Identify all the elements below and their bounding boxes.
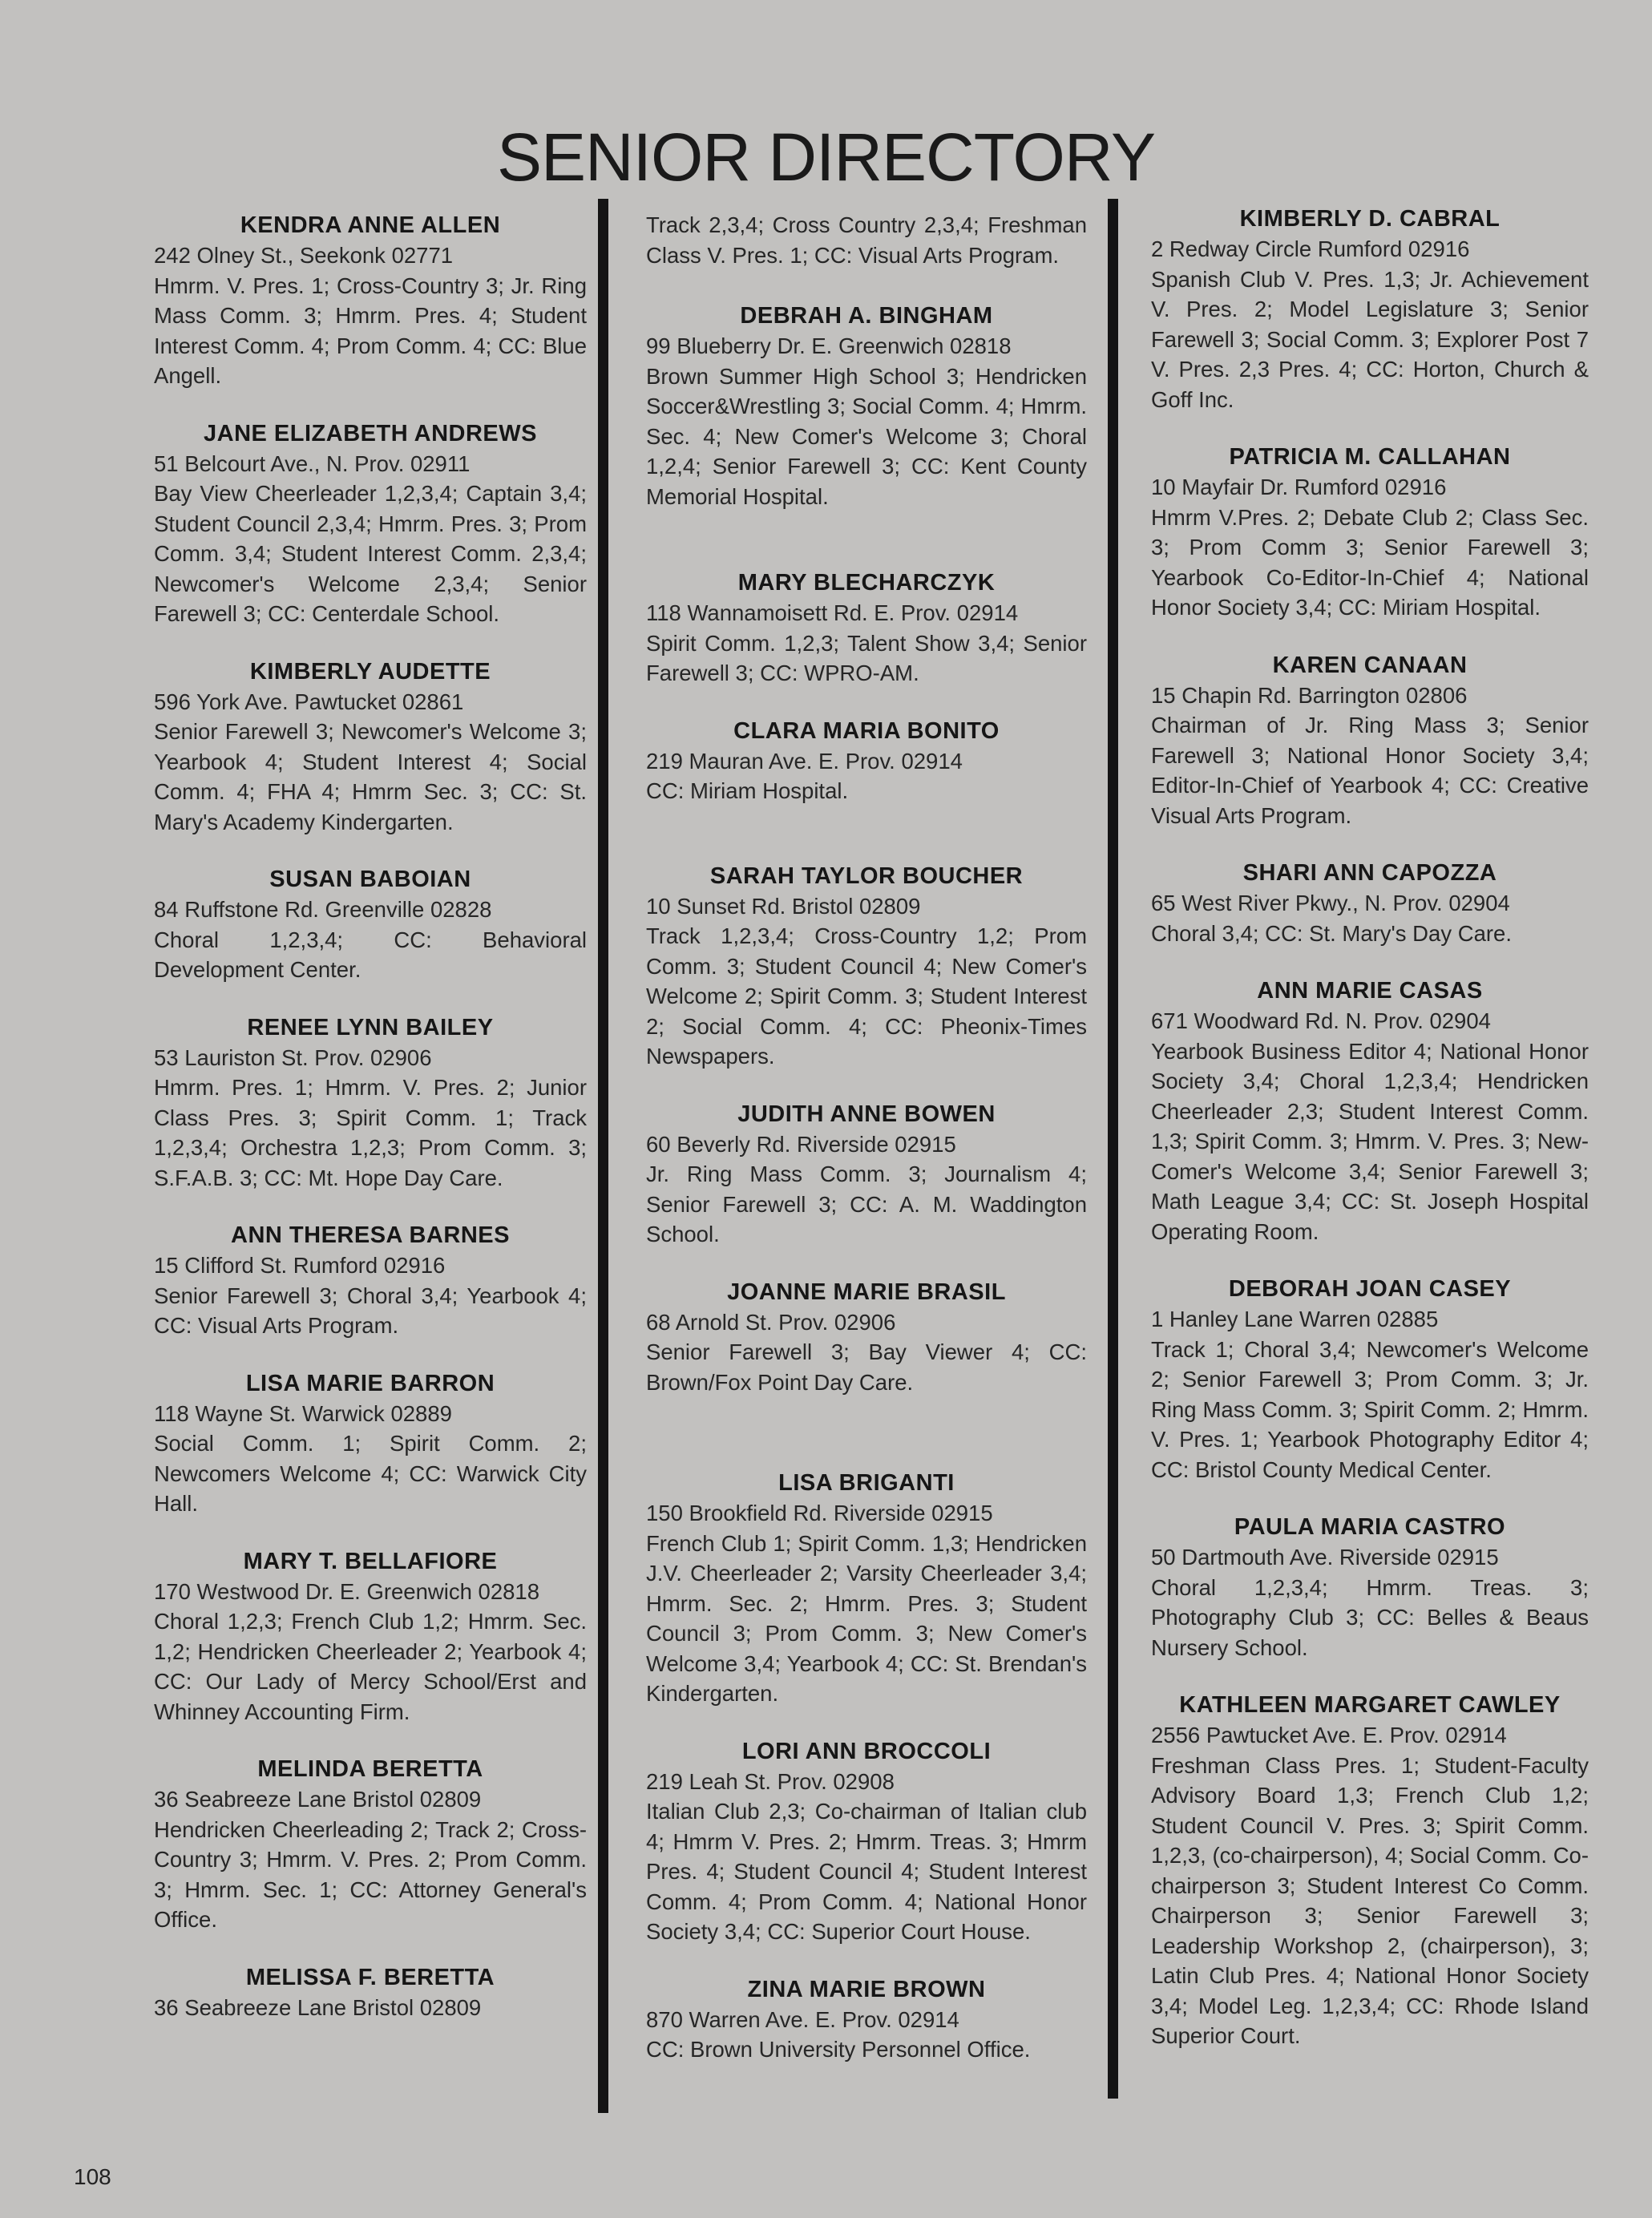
directory-entry: [154, 1754, 587, 1935]
student-address: 1 Hanley Lane Warren 02885: [1151, 1307, 1439, 1331]
directory-entry: [646, 568, 1087, 689]
student-address: 60 Beverly Rd. Riverside 02915: [646, 1131, 956, 1157]
student-activities: Senior Farewell 3; Bay Viewer 4; CC: Brown/Fox Point Day Care.: [646, 1339, 1087, 1395]
student-activities: Italian Club 2,3; Co-chairman of Italian club 4; Hmrm V. Pres. 2; Hmrm. Treas. 3; Hmrm Pres. 4; Student Council 4; Student Interest Comm. 4; Prom Comm. 4; National Honor Society 3,4; CC: Superior Court House.: [646, 1799, 1087, 1944]
student-address: 51 Belcourt Ave., N. Prov. 02911: [154, 450, 471, 476]
student-address: 65 West River Pkwy., N. Prov. 02904: [1151, 891, 1510, 915]
student-activities: Track 1; Choral 3,4; Newcomer's Welcome 2; Senior Farewell 3; Prom Comm. 3; Jr. Ring Mass Comm. 3; Spirit Comm. 2; Hmrm. V. Pres. 1; Yearbook Photography Editor 4; CC: Bristol County Medical Center.: [1151, 1336, 1589, 1482]
student-activities: CC: Brown University Personnel Office.: [646, 2037, 1031, 2062]
student-address: 242 Olney St., Seekonk 02771: [154, 243, 454, 268]
student-name: PAULA MARIA CASTRO: [1234, 1514, 1506, 1540]
student-activities: Yearbook Business Editor 4; National Honor Society 3,4; Choral 1,2,3,4; Hendricken Cheerleader 2,3; Student Interest Comm. 1,3; Spirit Comm. 3; Hmrm. V. Pres. 3; New-Comer's Welcome 3,4; Senior Farewell 3; Math League 3,4; CC: St. Joseph Hospital Operating Room.: [1151, 1038, 1589, 1244]
directory-entry: [1151, 1690, 1589, 2051]
student-activities: Track 2,3,4; Cross Country 2,3,4; Freshman Class V. Pres. 1; CC: Visual Arts Program.: [646, 212, 1087, 268]
directory-entry: [646, 716, 1087, 806]
student-activities: Track 1,2,3,4; Cross-Country 1,2; Prom Comm. 3; Student Council 4; New Comer's Welcome 2; Spirit Comm. 3; Student Interest 2; Social Comm. 4; CC: Pheonix-Times Newspapers.: [646, 923, 1087, 1069]
student-name: KENDRA ANNE ALLEN: [240, 212, 501, 238]
student-address: 870 Warren Ave. E. Prov. 02914: [646, 2006, 959, 2032]
directory-entry: [646, 1736, 1087, 1947]
student-address: 150 Brookfield Rd. Riverside 02915: [646, 1501, 993, 1525]
student-name: PATRICIA M. CALLAHAN: [1229, 444, 1511, 470]
student-name: KAREN CANAAN: [1272, 652, 1468, 678]
student-address: 10 Sunset Rd. Bristol 02809: [646, 893, 921, 919]
student-address: 99 Blueberry Dr. E. Greenwich 02818: [646, 333, 1012, 358]
student-name: DEBRAH A. BINGHAM: [740, 303, 993, 329]
student-name: ZINA MARIE BROWN: [747, 1976, 986, 2002]
directory-entry: [154, 864, 587, 985]
student-address: 15 Clifford St. Rumford 02916: [154, 1253, 446, 1278]
student-name: LORI ANN BROCCOLI: [741, 1738, 992, 1764]
student-name: KATHLEEN MARGARET CAWLEY: [1179, 1692, 1561, 1718]
directory-entry: [646, 1468, 1087, 1709]
student-activities: Brown Summer High School 3; Hendricken Soccer&Wrestling 3; Social Comm. 4; Hmrm. Sec. 4; New Comer's Welcome 3; Choral 1,2,4; Senior Farewell 3; CC: Kent County Memorial Hospital.: [646, 363, 1087, 509]
student-activities: Choral 1,2,3,4; Hmrm. Treas. 3; Photography Club 3; CC: Belles & Beaus Nursery School.: [1151, 1574, 1589, 1660]
student-name: JOANNE MARIE BRASIL: [727, 1279, 1006, 1305]
student-name: MELINDA BERETTA: [257, 1756, 483, 1782]
student-activities: Choral 1,2,3; French Club 1,2; Hmrm. Sec. 1,2; Hendricken Cheerleader 2; Yearbook 4; CC: Our Lady of Mercy School/Erst and Whinney Accounting Firm.: [154, 1609, 587, 1724]
student-name: DEBORAH JOAN CASEY: [1228, 1276, 1512, 1302]
directory-entry: [646, 1974, 1087, 2065]
directory-entry: [1151, 858, 1589, 948]
student-name: LISA BRIGANTI: [778, 1470, 955, 1496]
directory-entry: [1151, 204, 1589, 414]
column-divider-left: [598, 199, 608, 2113]
directory-entry: [154, 1368, 587, 1519]
student-activities: Spanish Club V. Pres. 1,3; Jr. Achievement V. Pres. 2; Model Legislature 3; Senior Farewell 3; Social Comm. 3; Explorer Post 7 V. Pres. 2,3 Pres. 4; CC: Horton, Church & Goff Inc.: [1151, 266, 1589, 412]
student-address: 2 Redway Circle Rumford 02916: [1151, 236, 1470, 261]
student-address: 10 Mayfair Dr. Rumford 02916: [1151, 475, 1447, 499]
student-name: ANN THERESA BARNES: [231, 1222, 510, 1248]
student-activities: Senior Farewell 3; Newcomer's Welcome 3; Yearbook 4; Student Interest 4; Social Comm. 4; FHA 4; Hmrm Sec. 3; CC: St. Mary's Academy Kindergarten.: [154, 719, 587, 834]
directory-entry: [154, 1220, 587, 1341]
student-activities: Choral 1,2,3,4; CC: Behavioral Development Center.: [154, 927, 587, 982]
student-name: MARY BLECHARCZYK: [737, 570, 996, 596]
directory-entry: [154, 1546, 587, 1727]
student-address: 50 Dartmouth Ave. Riverside 02915: [1151, 1545, 1499, 1570]
directory-column-2: [646, 210, 1087, 2065]
directory-entry: [646, 210, 1087, 270]
student-activities: Social Comm. 1; Spirit Comm. 2; Newcomers Welcome 4; CC: Warwick City Hall.: [154, 1431, 587, 1516]
student-name: CLARA MARIA BONITO: [733, 717, 1000, 744]
student-activities: Hmrm. Pres. 1; Hmrm. V. Pres. 2; Junior Class Pres. 3; Spirit Comm. 1; Track 1,2,3,4; Orchestra 1,2,3; Prom Comm. 3; S.F.A.B. 3; CC: Mt. Hope Day Care.: [154, 1075, 587, 1190]
directory-entry: [154, 418, 587, 629]
student-name: JANE ELIZABETH ANDREWS: [204, 420, 537, 446]
student-activities: Hmrm. V. Pres. 1; Cross-Country 3; Jr. Ring Mass Comm. 3; Hmrm. Pres. 4; Student Interest Comm. 4; Prom Comm. 4; CC: Blue Angell.: [154, 273, 587, 388]
student-address: 84 Ruffstone Rd. Greenville 02828: [154, 897, 492, 922]
student-address: 68 Arnold St. Prov. 02906: [646, 1309, 896, 1335]
directory-entry: [1151, 1512, 1589, 1662]
directory-entry: [1151, 442, 1589, 623]
student-address: 170 Westwood Dr. E. Greenwich 02818: [154, 1578, 540, 1604]
student-address: 118 Wayne St. Warwick 02889: [154, 1400, 452, 1426]
directory-entry: [1151, 1274, 1589, 1485]
student-address: 219 Mauran Ave. E. Prov. 02914: [646, 748, 963, 774]
student-address: 671 Woodward Rd. N. Prov. 02904: [1151, 1008, 1491, 1033]
directory-column-3: [1151, 204, 1589, 2051]
student-activities: Choral 3,4; CC: St. Mary's Day Care.: [1151, 920, 1512, 946]
student-activities: French Club 1; Spirit Comm. 1,3; Hendricken J.V. Cheerleader 2; Varsity Cheerleader 3,4; Hmrm. Sec. 2; Hmrm. Pres. 3; Student Council 3; Prom Comm. 3; New Comer's Welcome 3,4; Yearbook 4; CC: St. Brendan's Kindergarten.: [646, 1530, 1087, 1706]
student-name: SHARI ANN CAPOZZA: [1242, 860, 1497, 886]
student-name: RENEE LYNN BAILEY: [247, 1014, 494, 1040]
student-address: 2556 Pawtucket Ave. E. Prov. 02914: [1151, 1723, 1507, 1747]
student-address: 118 Wannamoisett Rd. E. Prov. 02914: [646, 600, 1019, 625]
student-address: 15 Chapin Rd. Barrington 02806: [1151, 682, 1468, 708]
student-name: LISA MARIE BARRON: [245, 1370, 495, 1396]
directory-entry: [1151, 976, 1589, 1246]
directory-column-1: [154, 210, 587, 2022]
student-address: 36 Seabreeze Lane Bristol 02809: [154, 1994, 482, 2020]
student-activities: Jr. Ring Mass Comm. 3; Journalism 4; Senior Farewell 3; CC: A. M. Waddington School.: [646, 1162, 1087, 1246]
student-activities: Senior Farewell 3; Choral 3,4; Yearbook 4; CC: Visual Arts Program.: [154, 1283, 587, 1338]
page-number: 108: [74, 2164, 111, 2189]
student-name: KIMBERLY AUDETTE: [249, 658, 491, 685]
directory-entry: [154, 657, 587, 838]
student-name: JUDITH ANNE BOWEN: [737, 1101, 996, 1127]
student-activities: Spirit Comm. 1,2,3; Talent Show 3,4; Senior Farewell 3; CC: WPRO-AM.: [646, 630, 1087, 685]
student-name: SUSAN BABOIAN: [269, 867, 471, 892]
directory-entry: [1151, 650, 1589, 831]
student-name: KIMBERLY D. CABRAL: [1239, 206, 1501, 232]
student-activities: Freshman Class Pres. 1; Student-Faculty Advisory Board 1,3; French Club 1,2; Student Council V. Pres. 3; Spirit Comm. 1,2,3, (co-chairperson), 4; Social Comm. Co-chairperson 3; Student Interest Co Comm. Chairperson 3; Senior Farewell 3; Leadership Workshop 2, (chairperson), 3; Latin Club Pres. 4; National Honor Society 3,4; Model Leg. 1,2,3,4; CC: Rhode Island Superior Court.: [1151, 1752, 1589, 2048]
student-name: MARY T. BELLAFIORE: [243, 1548, 498, 1574]
directory-entry: [646, 1099, 1087, 1250]
student-activities: Chairman of Jr. Ring Mass 3; Senior Farewell 3; National Honor Society 3,4; Editor-In-Chief of Yearbook 4; CC: Creative Visual Arts Program.: [1151, 713, 1589, 828]
student-activities: Hmrm V.Pres. 2; Debate Club 2; Class Sec. 3; Prom Comm 3; Senior Farewell 3; Yearbook Co-Editor-In-Chief 4; National Honor Society 3,4; CC: Miriam Hospital.: [1151, 504, 1589, 620]
student-name: MELISSA F. BERETTA: [245, 1964, 495, 1990]
directory-entry: [154, 1962, 587, 2023]
directory-entry: [154, 210, 587, 391]
student-address: 36 Seabreeze Lane Bristol 02809: [154, 1787, 482, 1812]
directory-entry: [646, 301, 1087, 511]
student-address: 53 Lauriston St. Prov. 02906: [154, 1044, 432, 1070]
student-activities: CC: Miriam Hospital.: [646, 778, 849, 803]
student-address: 219 Leah St. Prov. 02908: [646, 1768, 895, 1794]
student-address: 596 York Ave. Pawtucket 02861: [154, 689, 464, 714]
student-name: SARAH TAYLOR BOUCHER: [709, 863, 1024, 889]
directory-entry: [646, 861, 1087, 1072]
column-divider-right: [1108, 199, 1118, 2099]
student-name: ANN MARIE CASAS: [1257, 978, 1483, 1004]
student-activities: Hendricken Cheerleading 2; Track 2; Cross-Country 3; Hmrm. V. Pres. 2; Prom Comm. 3; Hmrm. Sec. 1; CC: Attorney General's Office.: [154, 1816, 587, 1932]
page-title: SENIOR DIRECTORY: [496, 119, 1156, 195]
directory-entry: [646, 1277, 1087, 1398]
student-activities: Bay View Cheerleader 1,2,3,4; Captain 3,4; Student Council 2,3,4; Hmrm. Pres. 3; Prom Comm. 3,4; Student Interest Comm. 2,3,4; Newcomer's Welcome 2,3,4; Senior Farewell 3; CC: Centerdale School.: [154, 481, 587, 626]
directory-entry: [154, 1012, 587, 1194]
